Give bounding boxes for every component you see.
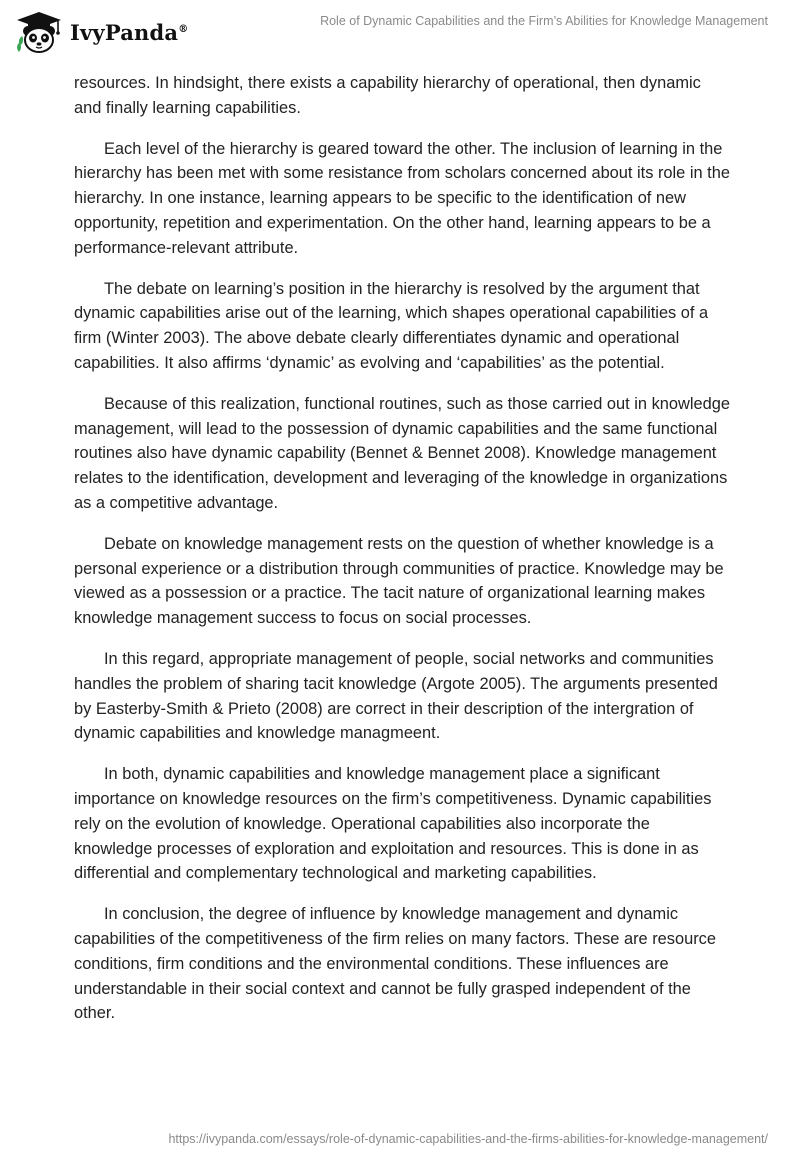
paragraph-2: Each level of the hierarchy is geared toward the other. The inclusion of learning in the hierarchy has been met with some resistance from scholars concerned about its role in the hierarchy. In one instance, learning appears to be specific to the identification of new opportunity, repetition and experimentation. On the other hand, learning appears to be a performance-relevant attribute. [74,139,730,257]
paragraph-7: In both, dynamic capabilities and knowledge management place a significant importance on knowledge resources on the firm’s competitiveness. Dynamic capabilities rely on the evolution of knowledge. Operational capabilities also incorporate the knowledge processes of exploration and exploitation and resources. This is done in as differential and complementary technological and marketing capabilities. [74,765,712,883]
paragraph-8: In conclusion, the degree of influence by knowledge management and dynamic capabilities of the competitiveness of the firm relies on many factors. These are resource conditions, firm conditions and the environmental conditions. These influences are understandable in their social context and cannot be fully grasped independent of the other. [74,905,716,1023]
essay-body [74,71,730,1042]
document-title: Role of Dynamic Capabilities and the Firm’s Abilities for Knowledge Management [320,14,768,28]
ivypanda-logo[interactable] [14,10,188,54]
paragraph-6: In this regard, appropriate management of people, social networks and communities handles the problem of sharing tacit knowledge (Argote 2005). The arguments presented by Easterby-Smith & Prieto (2008) are correct in their description of the intergration of dynamic capabilities and knowledge managmeent. [74,649,718,743]
paragraph-5: Debate on knowledge management rests on the question of whether knowledge is a personal experience or a distribution through communities of practice. Knowledge may be viewed as a possession or a practice. The tacit nature of organizational learning makes knowledge management success to focus on social processes. [74,534,724,628]
paragraph-1: resources. In hindsight, there exists a capability hierarchy of operational, then dynamic and finally learning capabilities. [74,74,701,117]
paragraph-3: The debate on learning’s position in the hierarchy is resolved by the argument that dynamic capabilities arise out of the learning, which shapes operational capabilities of a firm (Winter 2003). The above debate clearly differentiates dynamic and operational capabilities. It also affirms ‘dynamic’ as evolving and ‘capabilities’ as the potential. [74,279,709,372]
brand-name-text: IvyPanda [70,19,179,45]
registered-mark: ® [178,23,189,35]
paragraph-4: Because of this realization, functional routines, such as those carried out in knowledge management, will lead to the possession of dynamic capabilities and the same functional routines also have dynamic capability (Bennet & Bennet 2008). Knowledge management relates to the identification, development and leveraging of the knowledge in organizations as a competitive advantage. [74,394,730,512]
panda-graduate-icon [14,10,64,54]
brand-name [70,20,188,45]
source-url-link[interactable]: https://ivypanda.com/essays/role-of-dynamic-capabilities-and-the-firms-abilities-for-knowledge-management/ [168,1132,768,1146]
page-header [0,0,800,60]
